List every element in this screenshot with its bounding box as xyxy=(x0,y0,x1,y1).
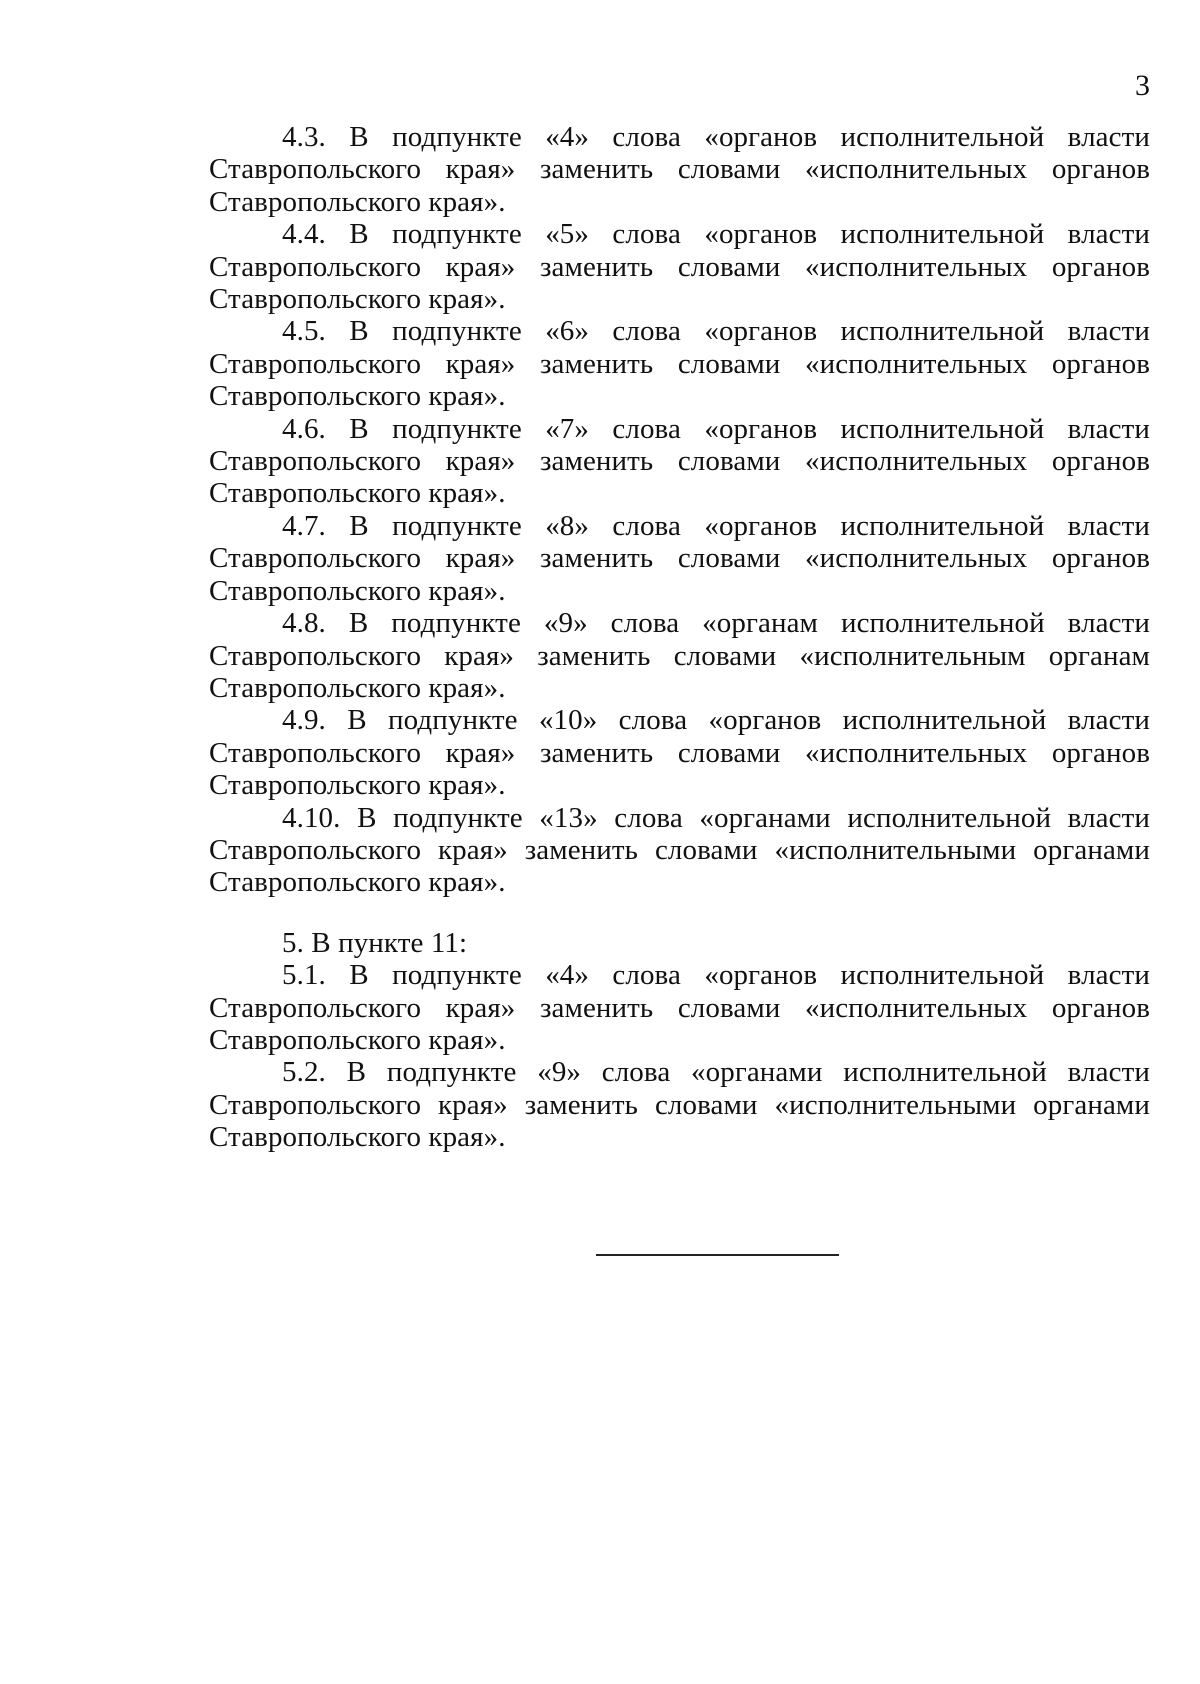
paragraph-4-7: 4.7. В подпункте «8» слова «органов исполнительной власти Ставропольского края» заменить словами «исполнительных органов Ставропольского края». xyxy=(209,509,1150,607)
end-of-document-rule xyxy=(596,1254,839,1256)
paragraph-4-9: 4.9. В подпункте «10» слова «органов исполнительной власти Ставропольского края» заменить словами «исполнительных органов Ставропольского края». xyxy=(209,704,1150,802)
document-body xyxy=(209,121,1150,1154)
paragraph-5-1: 5.1. В подпункте «4» слова «органов исполнительной власти Ставропольского края» заменить словами «исполнительных органов Ставропольского края». xyxy=(209,959,1150,1056)
paragraph-4-8: 4.8. В подпункте «9» слова «органам исполнительной власти Ставропольского края» заменить словами «исполнительным органам Ставропольского края». xyxy=(209,607,1150,704)
paragraph-4-4: 4.4. В подпункте «5» слова «органов исполнительной власти Ставропольского края» заменить словами «исполнительных органов Ставропольского края». xyxy=(209,218,1150,316)
paragraph-5-2: 5.2. В подпункте «9» слова «органами исполнительной власти Ставропольского края» заменить словами «исполнительными органами Ставропольского края». xyxy=(209,1056,1150,1154)
paragraph-4-3: 4.3. В подпункте «4» слова «органов исполнительной власти Ставропольского края» заменить словами «исполнительных органов Ставропольского края». xyxy=(209,121,1150,218)
paragraph-4-10: 4.10. В подпункте «13» слова «органами исполнительной власти Ставропольского края» заменить словами «исполнительными органами Ставропольского края». xyxy=(209,801,1150,899)
paragraph-5: 5. В пункте 11: xyxy=(282,926,468,959)
page-number: 3 xyxy=(1135,69,1150,102)
paragraph-4-5: 4.5. В подпункте «6» слова «органов исполнительной власти Ставропольского края» заменить словами «исполнительных органов Ставропольского края». xyxy=(209,315,1150,413)
paragraph-4-6: 4.6. В подпункте «7» слова «органов исполнительной власти Ставропольского края» заменить словами «исполнительных органов Ставропольского края». xyxy=(209,412,1150,510)
